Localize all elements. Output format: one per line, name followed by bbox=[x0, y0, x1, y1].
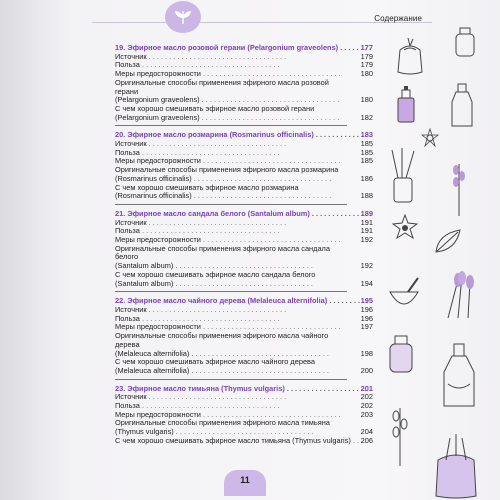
toc-entry-text: Польза . . . bbox=[115, 227, 373, 236]
toc-entry-text: Источник . . . bbox=[115, 306, 373, 315]
toc-entry[interactable] bbox=[115, 428, 373, 437]
toc-page-number: 180 bbox=[360, 95, 373, 105]
toc-entry[interactable] bbox=[115, 332, 373, 349]
toc-entry-text: Меры предосторожности . . . bbox=[115, 157, 373, 166]
toc-entry-text: Польза . . . bbox=[115, 402, 373, 411]
toc-page-number: 192 bbox=[360, 235, 373, 245]
toc-entry[interactable] bbox=[115, 315, 373, 324]
toc-section-heading[interactable] bbox=[115, 385, 373, 394]
toc-section-title: 19. Эфирное масло розовой герани (Pelargonium graveolens) . . . bbox=[115, 44, 373, 53]
toc-entry-text: С чем хорошо смешивать эфирное масло розовой герани bbox=[115, 103, 315, 113]
table-of-contents bbox=[115, 44, 373, 446]
toc-entry-text: (Melaleuca alternifolia) . . . bbox=[115, 367, 373, 376]
dropper-bottle-icon bbox=[394, 84, 418, 126]
reed-diffuser-icon bbox=[386, 148, 420, 204]
toc-entry-text: С чем хорошо смешивать эфирное масло сандала белого bbox=[115, 269, 316, 279]
toc-entry[interactable] bbox=[115, 149, 373, 158]
toc-section-title: 20. Эфирное масло розмарина (Rosmarinus officinalis) . . . bbox=[115, 131, 373, 140]
toc-page-number: 185 bbox=[360, 156, 373, 166]
toc-page-number: 194 bbox=[360, 278, 373, 288]
herb-sachet-icon bbox=[392, 36, 428, 76]
toc-entry-text: С чем хорошо смешивать эфирное масло тимьяна (Thymus vulgaris) . . . bbox=[115, 437, 373, 446]
toc-entry[interactable] bbox=[115, 419, 373, 428]
toc-entry-text: Источник . . . bbox=[115, 393, 373, 402]
toc-entry-text: С чем хорошо смешивать эфирное масло розмарина bbox=[115, 182, 299, 192]
toc-entry[interactable] bbox=[115, 393, 373, 402]
toc-entry-text: (Pelargonium graveolens) . . . bbox=[115, 114, 373, 123]
toc-entry-text: (Pelargonium graveolens) . . . bbox=[115, 96, 373, 105]
toc-entry-text: Польза . . . bbox=[115, 149, 373, 158]
toc-entry-text: Оригинальные способы применения эфирного масла сандала белого bbox=[115, 243, 330, 262]
toc-entry-text: (Rosmarinus officinalis) . . . bbox=[115, 192, 373, 201]
toc-page-number: 204 bbox=[360, 427, 373, 437]
toc-entry[interactable] bbox=[115, 219, 373, 228]
lavender-sprig-icon bbox=[444, 160, 474, 216]
toc-entry-text: Польза . . . bbox=[115, 315, 373, 324]
page-number: 11 bbox=[224, 470, 266, 496]
bottle-icon bbox=[438, 340, 480, 410]
toc-entry-text: Источник . . . bbox=[115, 140, 373, 149]
toc-entry[interactable] bbox=[115, 367, 373, 376]
flower-icon bbox=[420, 128, 440, 148]
toc-entry-text: Оригинальные способы применения эфирного масла розовой герани bbox=[115, 77, 329, 96]
toc-entry-text: Меры предосторожности . . . bbox=[115, 411, 373, 420]
toc-page-number: 198 bbox=[360, 348, 373, 358]
lavender-sprig-icon bbox=[382, 404, 418, 466]
toc-page-number: 206 bbox=[360, 435, 373, 445]
toc-entry-text: Источник . . . bbox=[115, 53, 373, 62]
toc-entry[interactable] bbox=[115, 280, 373, 289]
oil-jar-icon bbox=[452, 24, 478, 60]
toc-page-number: 195 bbox=[360, 296, 373, 306]
bottle-icon bbox=[446, 78, 478, 130]
toc-page-number: 188 bbox=[360, 191, 373, 201]
toc-page-number: 189 bbox=[360, 208, 373, 218]
toc-page-number: 196 bbox=[360, 304, 373, 314]
toc-page-number: 183 bbox=[360, 130, 373, 140]
toc-entry-text: (Rosmarinus officinalis) . . . bbox=[115, 175, 373, 184]
toc-entry[interactable] bbox=[115, 53, 373, 62]
section-divider bbox=[115, 204, 347, 205]
toc-entry[interactable] bbox=[115, 184, 373, 193]
toc-entry-text: Меры предосторожности . . . bbox=[115, 70, 373, 79]
toc-section-title: 21. Эфирное масло сандала белого (Santalum album) . . . bbox=[115, 210, 373, 219]
toc-entry[interactable] bbox=[115, 61, 373, 70]
toc-section-title: 22. Эфирное масло чайного дерева (Melaleuca alternifolia) . . . bbox=[115, 297, 373, 306]
toc-entry-text: Источник . . . bbox=[115, 219, 373, 228]
toc-page-number: 203 bbox=[360, 409, 373, 419]
toc-entry-text: Меры предосторожности . . . bbox=[115, 236, 373, 245]
toc-page-number: 182 bbox=[360, 112, 373, 122]
toc-entry[interactable] bbox=[115, 358, 373, 367]
section-divider bbox=[115, 291, 347, 292]
toc-page-number: 192 bbox=[360, 261, 373, 271]
toc-page-number: 200 bbox=[360, 365, 373, 375]
toc-entry[interactable] bbox=[115, 114, 373, 123]
leaf-icon bbox=[172, 9, 194, 25]
section-divider bbox=[115, 379, 347, 380]
toc-page-number: 179 bbox=[360, 60, 373, 70]
toc-section-title: 23. Эфирное масло тимьяна (Thymus vulgaris) . . . bbox=[115, 385, 373, 394]
toc-page-number: 177 bbox=[360, 43, 373, 52]
toc-page-number: 202 bbox=[360, 401, 373, 411]
toc-entry[interactable] bbox=[115, 79, 373, 96]
toc-entry-text: Польза . . . bbox=[115, 61, 373, 70]
toc-entry[interactable] bbox=[115, 306, 373, 315]
toc-entry-text: Оригинальные способы применения эфирного масла чайного дерева bbox=[115, 331, 329, 349]
toc-entry[interactable] bbox=[115, 437, 373, 446]
toc-entry[interactable] bbox=[115, 166, 373, 175]
toc-page-number: 185 bbox=[360, 139, 373, 149]
toc-page-number: 185 bbox=[360, 147, 373, 157]
leaf-badge bbox=[165, 1, 201, 33]
toc-entry-text: Меры предосторожности . . . bbox=[115, 323, 373, 332]
toc-entry-text: С чем хорошо смешивать эфирное масло чайного дерева bbox=[115, 357, 316, 367]
toc-page-number: 202 bbox=[360, 392, 373, 402]
toc-entry[interactable] bbox=[115, 105, 373, 114]
toc-entry[interactable] bbox=[115, 245, 373, 262]
toc-entry-text: Оригинальные способы применения эфирного масла розмарина bbox=[115, 165, 339, 175]
toc-entry[interactable] bbox=[115, 402, 373, 411]
toc-entry[interactable] bbox=[115, 140, 373, 149]
page-header-title: Содержание bbox=[374, 14, 422, 23]
oil-jar-icon bbox=[386, 332, 416, 374]
toc-section-heading[interactable] bbox=[115, 44, 373, 53]
section-divider bbox=[115, 125, 347, 126]
leaf-icon bbox=[434, 228, 462, 254]
toc-entry[interactable] bbox=[115, 227, 373, 236]
toc-entry[interactable] bbox=[115, 192, 373, 201]
toc-page-number: 191 bbox=[360, 217, 373, 227]
toc-entry-text: (Santalum album) . . . bbox=[115, 280, 373, 289]
toc-section-heading[interactable] bbox=[115, 131, 373, 140]
toc-page-number: 191 bbox=[360, 226, 373, 236]
star-flower-icon bbox=[392, 214, 418, 240]
herb-sachet-icon bbox=[432, 430, 480, 500]
toc-page-number: 196 bbox=[360, 313, 373, 323]
toc-page-number: 197 bbox=[360, 322, 373, 332]
toc-entry-text: Оригинальные способы применения эфирного масла тимьяна bbox=[115, 418, 330, 428]
mortar-icon bbox=[386, 276, 422, 316]
toc-page-number: 179 bbox=[360, 51, 373, 61]
toc-section-heading[interactable] bbox=[115, 297, 373, 306]
toc-entry-text: (Melaleuca alternifolia) . . . bbox=[115, 350, 373, 359]
toc-entry[interactable] bbox=[115, 271, 373, 280]
toc-section-heading[interactable] bbox=[115, 210, 373, 219]
toc-page-number: 180 bbox=[360, 69, 373, 79]
lavender-sprig-icon bbox=[440, 270, 480, 320]
toc-entry-text: (Thymus vulgaris) . . . bbox=[115, 428, 373, 437]
toc-entry-text: (Santalum album) . . . bbox=[115, 262, 373, 271]
toc-page-number: 201 bbox=[360, 383, 373, 393]
toc-page-number: 186 bbox=[360, 173, 373, 183]
